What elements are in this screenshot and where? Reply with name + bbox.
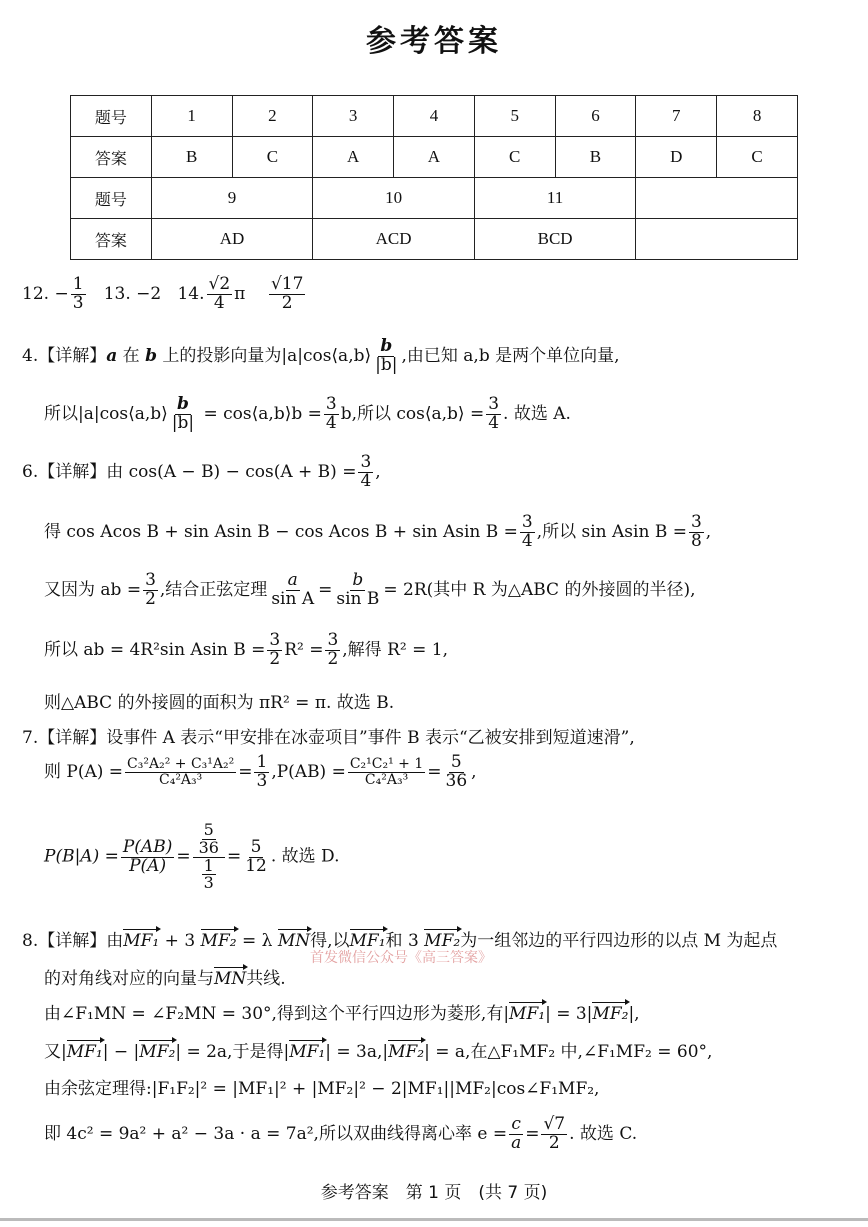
- table-cell: 8: [717, 96, 798, 137]
- s6-line-2: 得 cos Acos B + sin Asin B − cos Acos B + sin Asin B = $\frac{3}{4}$ ,所以 sin Asin B = $\frac{3}{8}$ ,: [44, 512, 712, 551]
- s4-line-2: 所以|a|cos⟨a,b⟩ $\frac{b}{|b|}$ = cos⟨a,b⟩b = $\frac{3}{4}$ b,所以 cos⟨a,b⟩ = $\frac{3}{4}$ . 故选 A.: [44, 394, 571, 433]
- table-cell: 3: [313, 96, 394, 137]
- watermark: 首发微信公众号《高三答案》: [310, 950, 492, 966]
- table-cell: C: [717, 137, 798, 178]
- page-footer: 参考答案 第 1 页 (共 7 页): [320, 1183, 548, 1203]
- table-cell: B: [151, 137, 232, 178]
- s8-line-6: 即 4c² = 9a² + a² − 3a · a = 7a²,所以双曲线得离心率 e = $\frac{c}{a}$ = $\frac{√7}{2}$ . 故选 C.: [44, 1114, 638, 1153]
- table-cell: C: [232, 137, 313, 178]
- s7-line-1: 7.【详解】设事件 A 表示“甲安排在冰壶项目”事件 B 表示“乙被安排到短道速滑”,: [22, 728, 635, 748]
- q14-fraction-a: $\frac{√2}{4}$: [208, 274, 231, 313]
- s4-line-1: 4.【详解】a 在 b 上的投影向量为|a|cos⟨a,b⟩ $\frac{b}{|b|}$ ,由已知 a,b 是两个单位向量,: [22, 336, 620, 375]
- table-row: [71, 219, 798, 260]
- q14-fraction-b: $\frac{√17}{2}$: [270, 274, 304, 313]
- table-cell: 题号: [71, 96, 152, 137]
- fill-in-answers: [22, 276, 307, 313]
- table-cell: 5: [474, 96, 555, 137]
- s6-line-4: 所以 ab = 4R²sin Asin B = $\frac{3}{2}$ R² = $\frac{3}{2}$ ,解得 R² = 1,: [44, 630, 448, 669]
- table-cell: A: [394, 137, 475, 178]
- s6-line-3: 又因为 ab = $\frac{3}{2}$ ,结合正弦定理 $\frac{a}{\text{sin A}}$ = $\frac{b}{\text{sin B}}$ = 2R(其中 R 为△ABC 的外接圆的半径),: [44, 570, 696, 609]
- table-cell: ACD: [313, 219, 475, 260]
- table-row: [71, 137, 798, 178]
- table-cell: 题号: [71, 178, 152, 219]
- table-cell: 11: [474, 178, 636, 219]
- table-cell: 9: [151, 178, 313, 219]
- table-cell: 4: [394, 96, 475, 137]
- table-cell: BCD: [474, 219, 636, 260]
- table-cell: A: [313, 137, 394, 178]
- s8-line-1: 8.【详解】由MF₁ + 3 MF₂ = λ MN得,以MF₁和 3 MF₂为一组邻边的平行四边形的以点 M 为起点: [22, 931, 778, 951]
- table-cell: AD: [151, 219, 313, 260]
- table-cell: 1: [151, 96, 232, 137]
- table-cell: [636, 178, 798, 219]
- q12-label: 12. −: [22, 283, 69, 304]
- table-cell: 10: [313, 178, 475, 219]
- s8-line-3: 由∠F₁MN = ∠F₂MN = 30°,得到这个平行四边形为菱形,有|MF₁| = 3|MF₂|,: [44, 1004, 640, 1024]
- q14-label: 14.: [177, 283, 205, 304]
- table-cell: 答案: [71, 219, 152, 260]
- bottom-divider: [0, 1218, 868, 1221]
- page-title: 参考答案: [366, 24, 502, 59]
- table-cell: D: [636, 137, 717, 178]
- table-row: [71, 178, 798, 219]
- table-cell: 7: [636, 96, 717, 137]
- table-cell: 6: [555, 96, 636, 137]
- q12-fraction: $\frac{1}{3}$: [72, 274, 84, 313]
- table-cell: [636, 219, 798, 260]
- answer-table: [70, 95, 798, 260]
- table-row: [71, 96, 798, 137]
- table-cell: C: [474, 137, 555, 178]
- s8-line-2: 的对角线对应的向量与MN共线.: [44, 969, 286, 989]
- s8-line-4: 又|MF₁| − |MF₂| = 2a,于是得|MF₁| = 3a,|MF₂| = a,在△F₁MF₂ 中,∠F₁MF₂ = 60°,: [44, 1042, 713, 1062]
- table-cell: 答案: [71, 137, 152, 178]
- s8-line-5: 由余弦定理得:|F₁F₂|² = |MF₁|² + |MF₂|² − 2|MF₁||MF₂|cos∠F₁MF₂,: [44, 1079, 600, 1099]
- table-cell: 2: [232, 96, 313, 137]
- s6-line-1: 6.【详解】由 cos(A − B) − cos(A + B) = $\frac{3}{4}$ ,: [22, 452, 381, 491]
- s7-line-2: 则 P(A) = $\frac{\text{C₃²A₂² + C₃¹A₂²}}{\text{C₄²A₃³}}$ = $\frac{1}{3}$ ,P(AB) = $\frac{\text{C₂¹C₂¹ + 1}}{\text{C₄²A₃³}}$ = $\frac{5}{36}$ ,: [44, 752, 477, 791]
- pi-symbol: π: [234, 283, 246, 304]
- s6-line-5: 则△ABC 的外接圆的面积为 πR² = π. 故选 B.: [44, 693, 395, 713]
- s7-line-3: P(B|A) = $\frac{P(AB)}{P(A)}$ = $\frac{\frac{5}{36}}{\frac{1}{3}}$ = $\frac{5}{12}$ . 故选 D.: [44, 820, 340, 893]
- table-cell: B: [555, 137, 636, 178]
- q13-answer: 13. −2: [103, 283, 162, 304]
